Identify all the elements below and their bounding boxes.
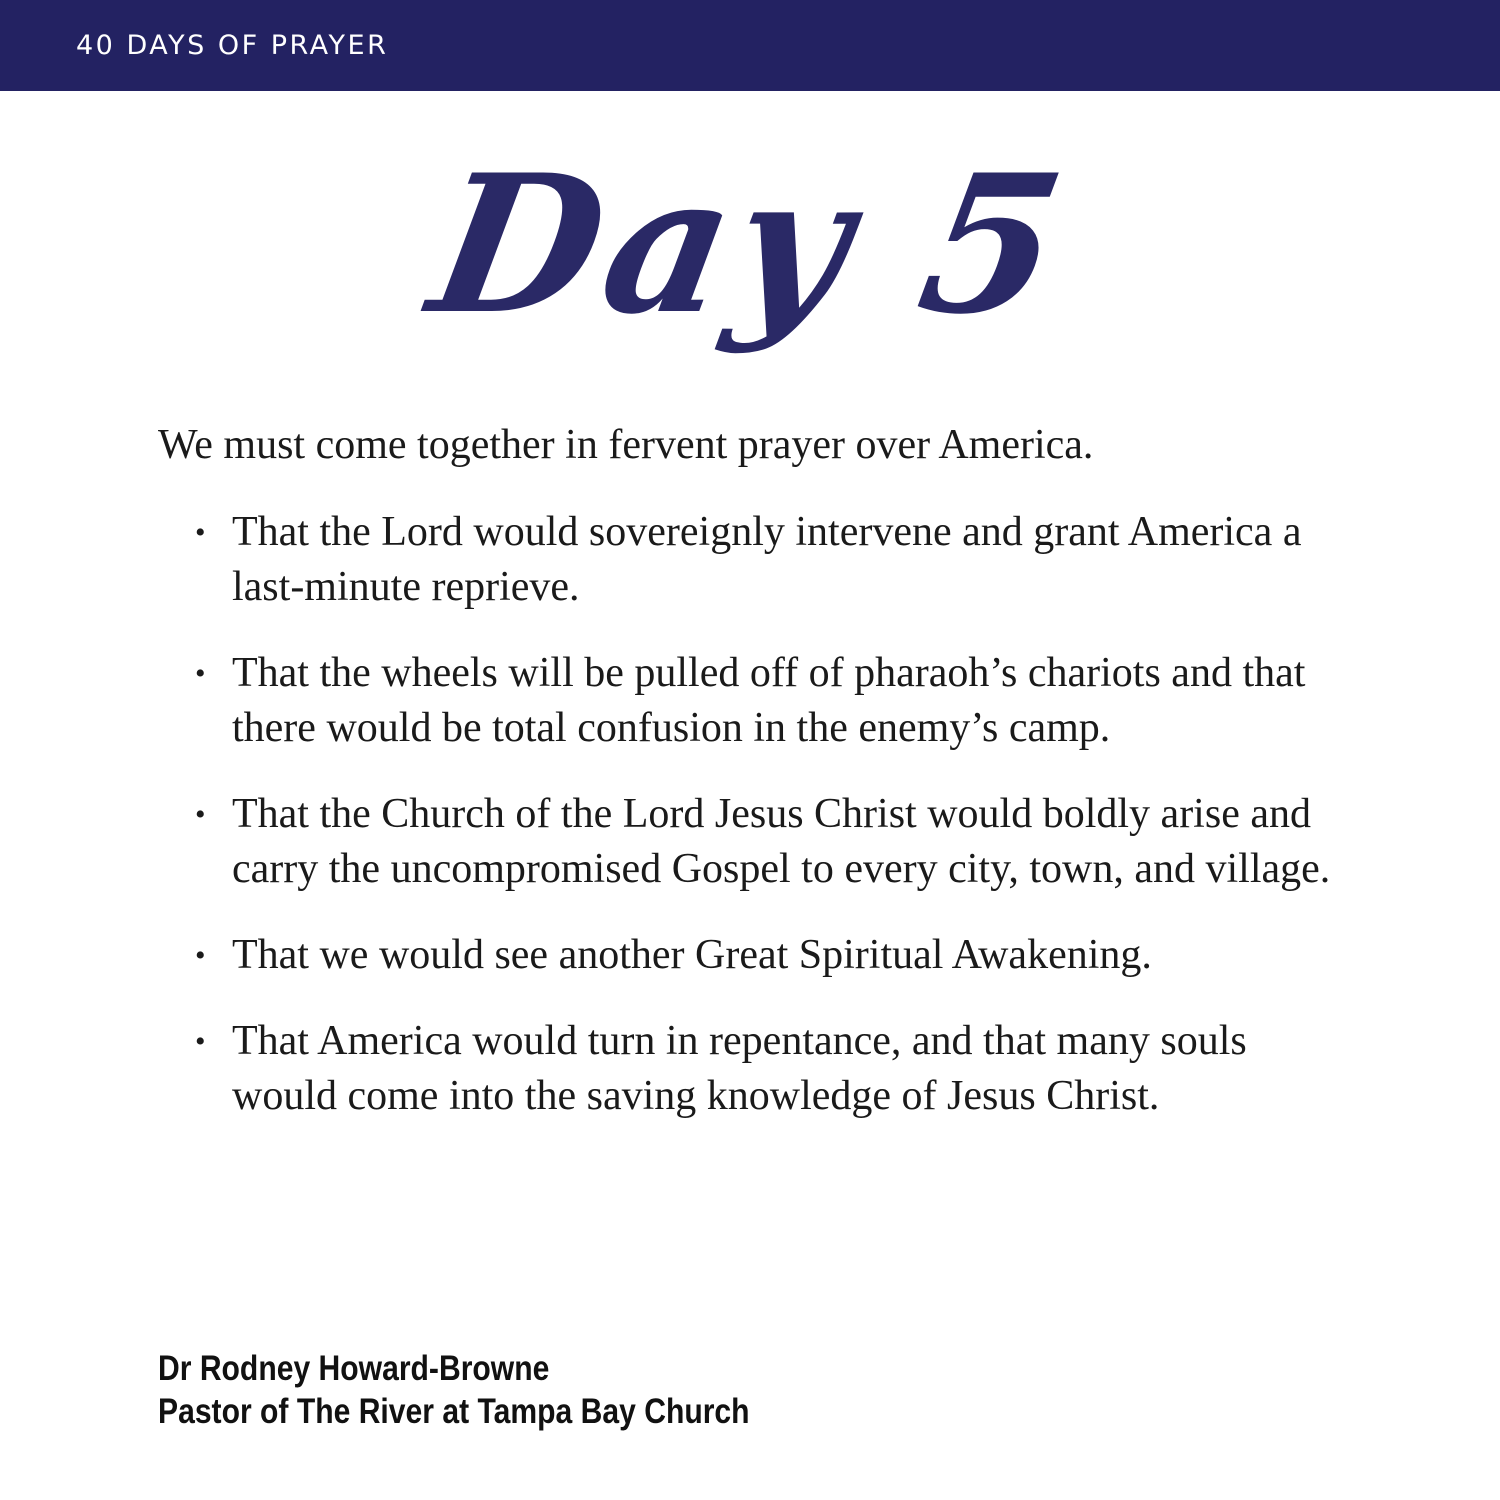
bullet-icon: • <box>195 657 206 690</box>
header-title: 40 DAYS OF PRAYER <box>76 30 389 61</box>
prayer-item <box>195 505 1345 615</box>
prayer-text: That we would see another Great Spiritual Awakening. <box>232 932 1152 978</box>
prayer-item <box>195 787 1345 897</box>
signature-name: Dr Rodney Howard-Browne <box>158 1349 550 1388</box>
bullet-icon: • <box>195 939 206 972</box>
prayer-text: That the Church of the Lord Jesus Christ would boldly arise and carry the uncompromised Gospel to every city, town, and village. <box>232 791 1331 892</box>
prayer-item <box>195 928 1345 983</box>
intro-text: We must come together in fervent prayer over America. <box>158 422 1094 468</box>
signature-role: Pastor of The River at Tampa Bay Church <box>158 1392 750 1431</box>
bullet-icon: • <box>195 1025 206 1058</box>
prayer-text: That the Lord would sovereignly intervene and grant America a last-minute reprieve. <box>232 509 1302 610</box>
prayer-list <box>195 505 1345 1155</box>
bullet-icon: • <box>195 516 206 549</box>
signature <box>158 1347 750 1433</box>
prayer-item <box>195 1014 1345 1124</box>
prayer-text: That America would turn in repentance, and that many souls would come into the saving knowledge of Jesus Christ. <box>232 1018 1247 1119</box>
prayer-text: That the wheels will be pulled off of pharaoh’s chariots and that there would be total confusion in the enemy’s camp. <box>232 650 1306 751</box>
bullet-icon: • <box>195 798 206 831</box>
header-bar <box>0 0 1500 91</box>
prayer-item <box>195 646 1345 756</box>
day-title: Day 5 <box>417 133 1084 356</box>
